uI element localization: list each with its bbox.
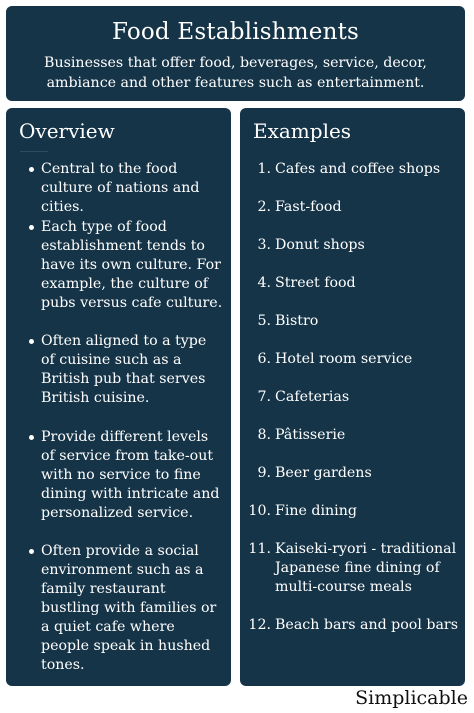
example-text: Cafeterias [275, 389, 350, 405]
example-text: Beach bars and pool bars [275, 617, 458, 633]
header-panel [6, 6, 465, 101]
example-number: 8. [257, 427, 271, 443]
overview-item-text: Central to the food culture of nations and cities. [41, 161, 200, 215]
overview-title: Overview [19, 119, 115, 143]
example-number: 4. [257, 275, 271, 291]
page-subtitle: Businesses that offer food, beverages, service, decor, ambiance and other features such as entertainment. [44, 55, 427, 91]
examples-panel [240, 108, 465, 686]
bullet-icon [29, 435, 34, 440]
overview-divider [20, 151, 48, 152]
example-text: Pâtisserie [275, 427, 346, 443]
overview-item-text: Often provide a social environment such as a family restaurant bustling with families or a quiet cafe where people speak in hushed tones. [41, 543, 217, 673]
example-text: Hotel room service [275, 351, 413, 367]
example-text: Cafes and coffee shops [275, 161, 441, 177]
overview-item-text: Provide different levels of service from take-out with no service to fine dining with intricate and personalized service. [41, 429, 220, 521]
overview-item [41, 332, 223, 408]
example-text: Donut shops [275, 237, 365, 253]
example-number: 12. [248, 617, 271, 633]
bullet-icon [29, 167, 34, 172]
example-number: 9. [257, 465, 271, 481]
overview-item [41, 428, 223, 523]
example-text: Bistro [275, 313, 319, 329]
example-number: 2. [257, 199, 271, 215]
overview-item [41, 542, 223, 675]
overview-item-text: Each type of food establishment tends to have its own culture. For example, the culture of pubs versus cafe culture. [41, 219, 223, 311]
bullet-icon [29, 549, 34, 554]
example-text: Kaiseki-ryori - traditional Japanese fine dining of multi-course meals [275, 541, 457, 595]
example-number: 1. [257, 161, 271, 177]
example-number: 3. [257, 237, 271, 253]
example-text: Fine dining [275, 503, 357, 519]
overview-panel [6, 108, 231, 686]
examples-title: Examples [253, 119, 352, 143]
example-text: Fast-food [275, 199, 342, 215]
overview-item [41, 160, 223, 217]
page-title: Food Establishments [111, 19, 360, 45]
overview-item-text: Often aligned to a type of cuisine such as a British pub that serves British cuisine. [41, 333, 207, 406]
example-text: Street food [275, 275, 356, 291]
overview-item [41, 218, 223, 313]
bullet-icon [29, 225, 34, 230]
example-text: Beer gardens [275, 465, 372, 481]
example-number: 11. [248, 541, 271, 557]
bullet-icon [29, 339, 34, 344]
example-number: 6. [257, 351, 271, 367]
example-number: 5. [257, 313, 271, 329]
example-number: 7. [257, 389, 271, 405]
example-number: 10. [248, 503, 271, 519]
brand-logo-text: Simplicable [355, 687, 468, 709]
